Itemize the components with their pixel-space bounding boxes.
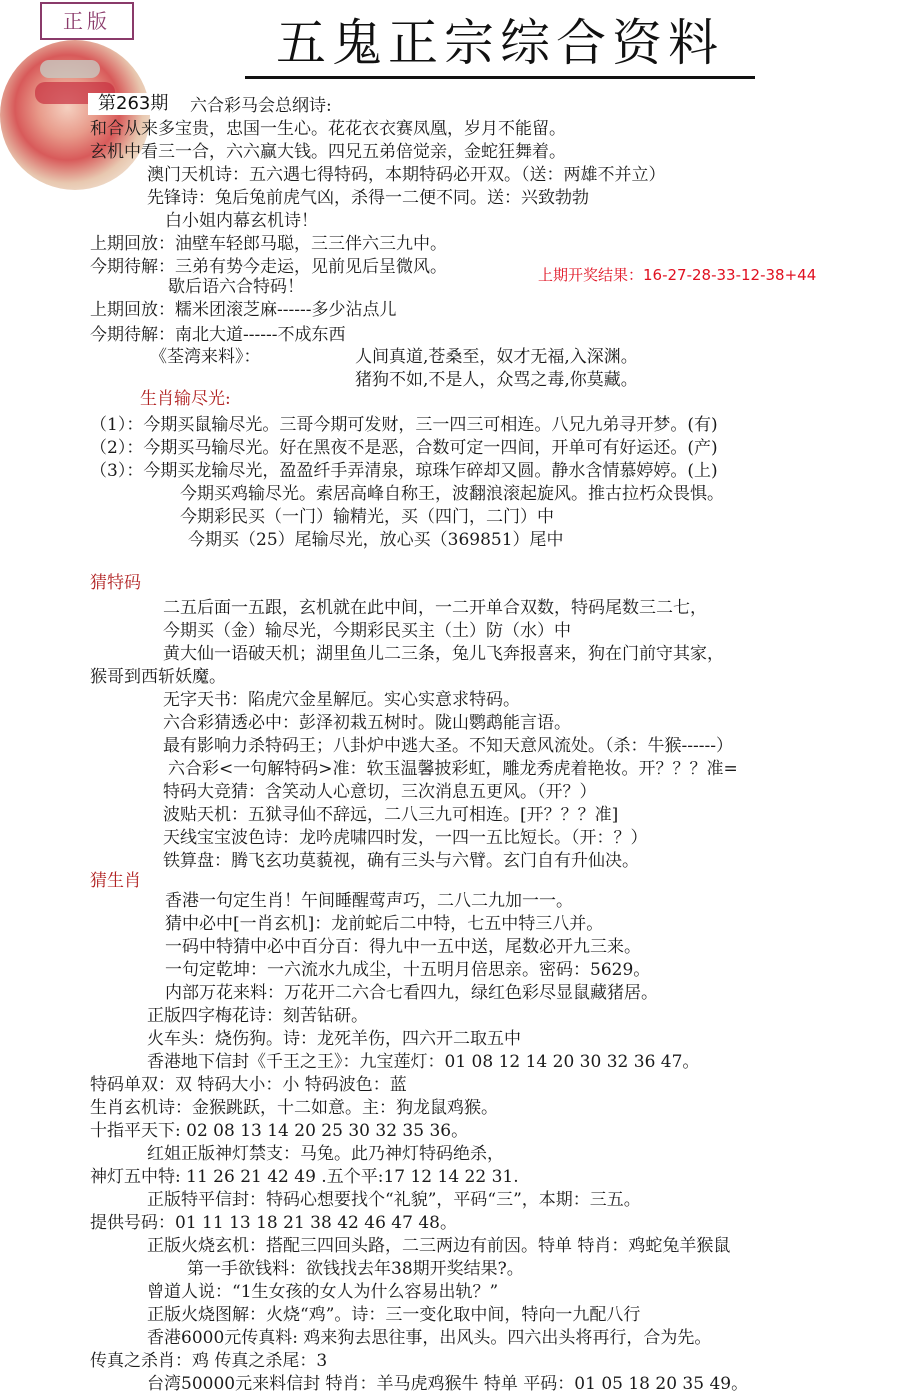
text-line: 香港6000元传真料: 鸡来狗去思往事，出风头。四六出头将再行，合为先。 <box>147 1328 712 1348</box>
text-line: 神灯五中特: 11 26 21 42 49 .五个平:17 12 14 22 31. <box>90 1167 519 1187</box>
text-line: 和合从来多宝贵，忠国一生心。花花衣衣赛凤凰，岁月不能留。 <box>90 119 566 139</box>
text-line: 香港一句定生肖！午间睡醒莺声巧，二八二九加一一。 <box>165 891 573 911</box>
last-result-label: 上期开奖结果： <box>538 266 644 284</box>
text-line: 今期买（金）输尽光，今期彩民买主（土）防（水）中 <box>163 621 571 641</box>
text-line: 香港地下信封《千王之王》：九宝莲灯：01 08 12 14 20 30 32 36 47。 <box>147 1052 700 1072</box>
text-line: 无字天书：陷虎穴金星解厄。实心实意求特码。 <box>163 690 520 710</box>
text-line: 今期待解：南北大道------不成东西 <box>90 325 346 345</box>
text-line: 猜中必中[一肖玄机]：龙前蛇后二中特，七五中特三八并。 <box>165 914 604 934</box>
text-line: （2）：今期买马输尽光。好在黑夜不是恶，合数可定一四间，开单可有好运还。(产) <box>90 438 718 458</box>
text-line: 上期回放：油壁车轻郎马聪，三三伴六三九中。 <box>90 234 447 254</box>
text-line: 《荃湾来料》： <box>150 347 261 367</box>
avatar-hair-shape <box>40 60 100 78</box>
text-line: 十指平天下: 02 08 13 14 20 25 30 32 35 36。 <box>90 1121 469 1141</box>
section-heading-guess-special: 猜特码 <box>90 573 141 593</box>
text-line: 正版四字梅花诗：刻苦钻研。 <box>147 1006 368 1026</box>
section-heading-zodiac-lose: 生肖输尽光: <box>140 389 231 409</box>
avatar <box>0 40 150 190</box>
issue-number: 第263期 <box>88 93 172 115</box>
text-line: 红姐正版神灯禁支：马兔。此乃神灯特码绝杀， <box>147 1144 504 1164</box>
text-line: 波贴天机：五狱寻仙不辞远，二八三九可相连。[开？？？准] <box>163 805 619 825</box>
text-line: 玄机中看三一合，六六赢大钱。四兄五弟倍觉亲，金蛇狂舞着。 <box>90 142 566 162</box>
text-line: 六合彩<一句解特码>准：软玉温馨披彩虹，雕龙秀虎着艳妆。开？？？准= <box>168 759 738 779</box>
text-line: 歇后语六合特码！ <box>168 277 304 297</box>
text-line: 内部万花来料：万花开二六合七看四九，绿红色彩尽显鼠藏猪居。 <box>165 983 658 1003</box>
text-line: 第一手欲钱料：欲钱找去年38期开奖结果?。 <box>187 1259 524 1279</box>
text-line: 正版火烧图解：火烧“鸡”。诗：三一变化取中间，特向一九配八行 <box>147 1305 641 1325</box>
text-line: （3）：今期买龙输尽光，盈盈纤手弄清泉，琼珠乍碎却又圆。静水含情慕婷婷。(上) <box>90 461 718 481</box>
text-line: 白小姐内幕玄机诗！ <box>165 211 318 231</box>
text-line: 最有影响力杀特码王；八卦炉中逃大圣。不知天意风流处。（杀：牛猴------） <box>163 736 733 756</box>
text-line: 火车头：烧伤狗。诗：龙死羊伤，四六开二取五中 <box>147 1029 521 1049</box>
text-line: 铁算盘：腾飞玄功莫藐视，确有三头与六臂。玄门自有升仙决。 <box>163 851 639 871</box>
text-line: 人间真道,苍桑至，奴才无福,入深渊。 <box>355 347 638 367</box>
text-line: 生肖玄机诗：金猴跳跃，十二如意。主：狗龙鼠鸡猴。 <box>90 1098 498 1118</box>
poem-heading: 六合彩马会总纲诗: <box>190 96 332 116</box>
authentic-badge: 正版 <box>40 2 134 40</box>
last-result <box>538 264 816 285</box>
text-line: 今期买（25）尾输尽光，放心买（369851）尾中 <box>188 530 564 550</box>
text-line: 二五后面一五跟，玄机就在此中间，一二开单合双数，特码尾数三二七， <box>163 598 707 618</box>
text-line: 澳门天机诗：五六遇七得特码，本期特码必开双。（送：两雄不并立） <box>147 165 666 185</box>
text-line: 特码单双：双 特码大小：小 特码波色：蓝 <box>90 1075 407 1095</box>
text-line: 特码大竞猜：含笑动人心意切，三次消息五更风。（开？） <box>163 782 597 802</box>
text-line: （1）：今期买鼠输尽光。三哥今期可发财，三一四三可相连。八兄九弟寻开梦。(有) <box>90 415 718 435</box>
text-line: 一句定乾坤：一六流水九成尘，十五明月倍思亲。密码：5629。 <box>165 960 651 980</box>
text-line: 天线宝宝波色诗：龙吟虎啸四时发，一四一五比短长。（开：？） <box>163 828 648 848</box>
text-line: 今期彩民买（一门）输精光，买（四门，二门）中 <box>180 507 554 527</box>
text-line: 今期买鸡输尽光。索居高峰自称王，波翻浪滚起旋风。推古拉朽众畏惧。 <box>180 484 724 504</box>
text-line: 曾道人说：“1生女孩的女人为什么容易出轨？” <box>147 1282 499 1302</box>
text-line: 猴哥到西斩妖魔。 <box>90 667 226 687</box>
text-line: 正版特平信封：特码心想要找个“礼貌”，平码“三”，本期：三五。 <box>147 1190 641 1210</box>
text-line: 正版火烧玄机：搭配三四回头路，二三两边有前因。特单 特肖：鸡蛇兔羊猴鼠 <box>147 1236 731 1256</box>
text-line: 一码中特猜中必中百分百：得九中一五中送，尾数必开九三来。 <box>165 937 641 957</box>
text-line: 六合彩猜透必中：彭泽初栽五树时。陇山鹦鹉能言语。 <box>163 713 571 733</box>
section-heading-guess-zodiac: 猜生肖 <box>90 871 141 891</box>
text-line: 提供号码：01 11 13 18 21 38 42 46 47 48。 <box>90 1213 457 1233</box>
page-title: 五鬼正宗综合资料 <box>245 10 755 79</box>
text-line: 猪狗不如,不是人，众骂之毒,你莫藏。 <box>355 370 638 390</box>
last-result-numbers: 16-27-28-33-12-38+44 <box>643 266 817 284</box>
text-line: 先锋诗：兔后兔前虎气凶，杀得一二便不同。送：兴致勃勃 <box>147 188 589 208</box>
text-line: 传真之杀肖：鸡 传真之杀尾：3 <box>90 1351 328 1371</box>
text-line: 上期回放：糯米团滚芝麻------多少沾点儿 <box>90 300 397 320</box>
text-line: 今期待解：三弟有势今走运，见前见后呈微风。 <box>90 257 447 277</box>
text-line: 黄大仙一语破天机；湖里鱼儿二三条，兔儿飞奔报喜来，狗在门前守其家， <box>163 644 724 664</box>
text-line: 台湾50000元来料信封 特肖：羊马虎鸡猴牛 特单 平码：01 05 18 20 35 49。 <box>147 1374 749 1394</box>
